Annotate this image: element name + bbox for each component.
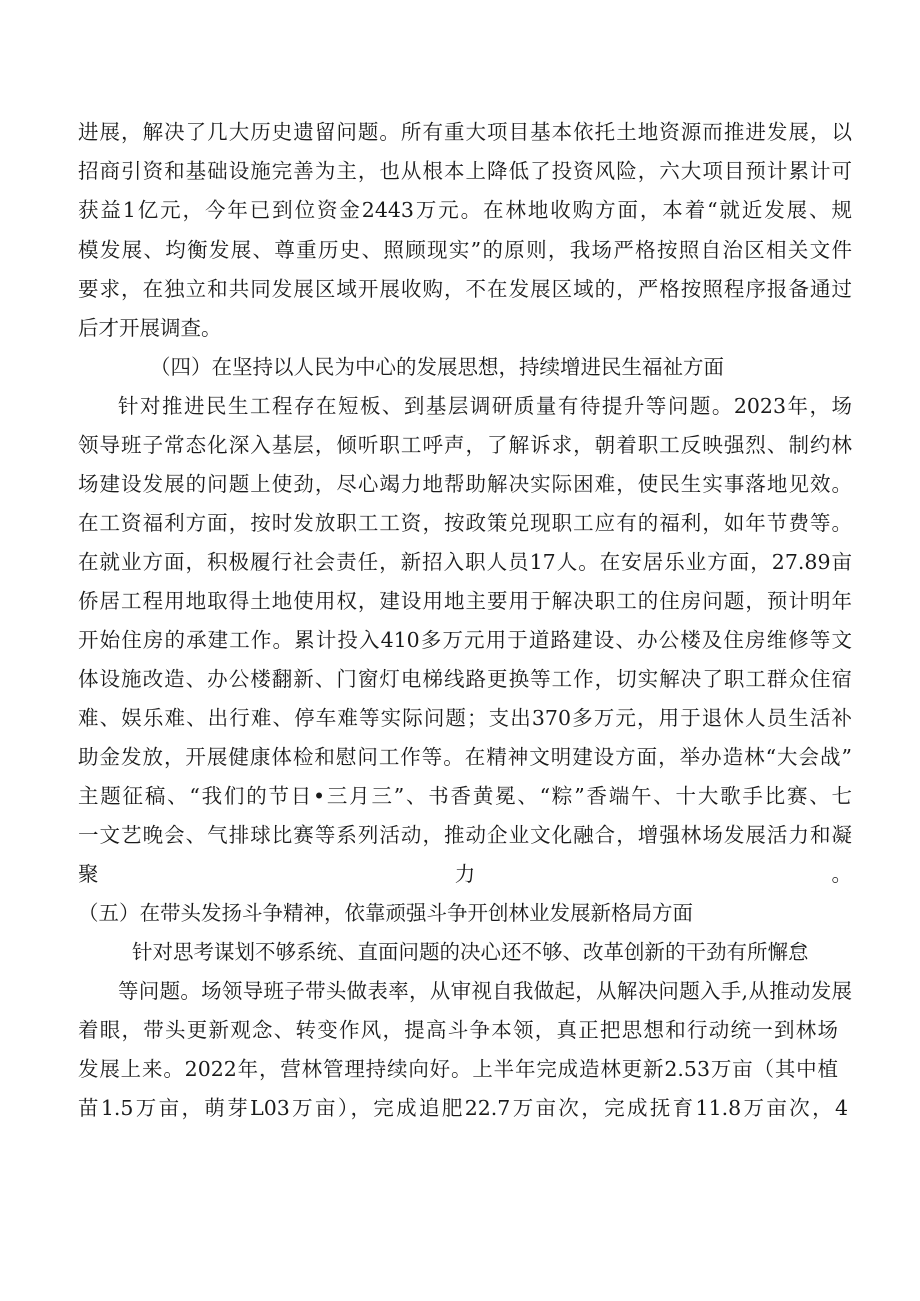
section-heading-4: （四）在坚持以人民为中心的发展思想，持续增进民生福祉方面: [150, 355, 724, 379]
text-line: 模发展、均衡发展、尊重历史、照顾现实”的原则，我场严格按照自治区相关文件: [78, 238, 852, 262]
text-line: 后才开展调查。: [78, 316, 222, 340]
text-line: 等问题。场领导班子带头做表率，从审视自我做起，从解决问题入手,从推动发展: [118, 979, 852, 1003]
text-line: （五）在带头发扬斗争精神，依靠顽强斗争开创林业发展新格局方面: [78, 901, 693, 925]
text-line: 获益1亿元，今年已到位资金2443万元。在林地收购方面，本着“就近发展、规: [78, 198, 852, 222]
text-line: 进展，解决了几大历史遗留问题。所有重大项目基本依托土地资源而推进发展，以: [78, 120, 852, 144]
text-line: 侨居工程用地取得土地使用权，建设用地主要用于解决职工的住房问题，预计明年: [78, 589, 852, 613]
text-line: 苗1.5万亩，萌芽L03万亩），完成追肥22.7万亩次，完成抚育11.8万亩次，4: [78, 1096, 848, 1120]
text-line: 开始住房的承建工作。累计投入410多万元用于道路建设、办公楼及住房维修等文: [78, 628, 852, 652]
text-line: 助金发放，开展健康体检和慰问工作等。在精神文明建设方面，举办造林“大会战”: [78, 745, 852, 769]
text-line: 一文艺晚会、气排球比赛等系列活动，推动企业文化融合，增强林场发展活力和凝: [78, 823, 852, 847]
text-line: 领导班子常态化深入基层，倾听职工呼声，了解诉求，朝着职工反映强烈、制约林: [78, 433, 852, 457]
text-line: 招商引资和基础设施完善为主，也从根本上降低了投资风险，六大项目预计累计可: [78, 159, 852, 183]
text-line: 着眼，带头更新观念、转变作风，提高斗争本领，真正把思想和行动统一到林场: [78, 1018, 838, 1042]
section-heading-5: 针对思考谋划不够系统、直面问题的决心还不够、改革创新的干劲有所懈怠: [132, 940, 809, 964]
text-line: 针对推进民生工程存在短板、到基层调研质量有待提升等问题。2023年，场: [118, 394, 852, 418]
text-line: 难、娱乐难、出行难、停车难等实际问题；支出370多万元，用于退休人员生活补: [78, 706, 852, 730]
text-line: 场建设发展的问题上使劲，尽心竭力地帮助解决实际困难，使民生实事落地见效。: [78, 472, 852, 496]
text-line: 在工资福利方面，按时发放职工工资，按政策兑现职工应有的福利，如年节费等。: [78, 511, 852, 535]
text-line: 主题征稿、“我们的节日•三月三”、书香黄冕、“粽”香端午、十大歌手比赛、七: [78, 784, 852, 808]
text-line: 聚力。: [78, 862, 852, 886]
text-line: 在就业方面，积极履行社会责任，新招入职人员17人。在安居乐业方面，27.89亩: [78, 550, 852, 574]
text-line: 体设施改造、办公楼翻新、门窗灯电梯线路更换等工作，切实解决了职工群众住宿: [78, 667, 852, 691]
text-line: 要求，在独立和共同发展区域开展收购，不在发展区域的，严格按照程序报备通过: [78, 277, 852, 301]
text-line: 发展上来。2022年，营林管理持续向好。上半年完成造林更新2.53万亩（其中植: [78, 1057, 838, 1081]
